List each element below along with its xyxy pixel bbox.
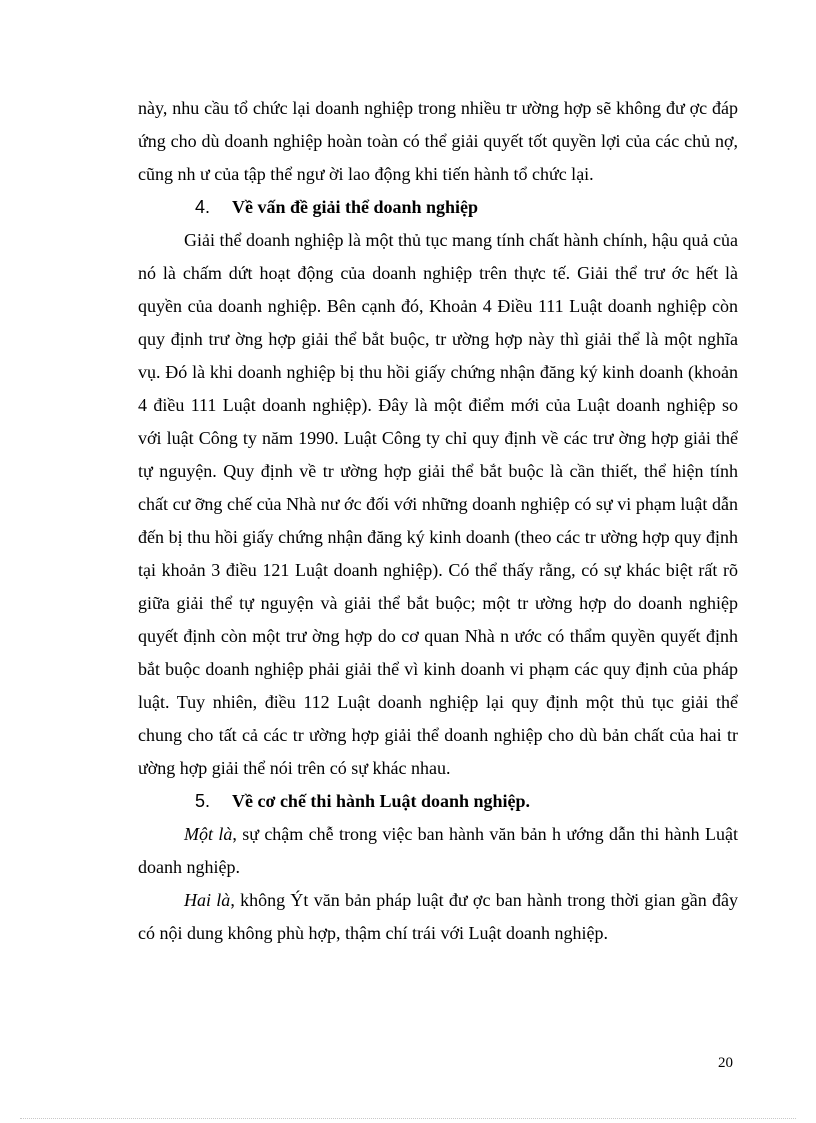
section-4-title: Về vấn đề giải thể doanh nghiệp [232,197,479,217]
item-1-lead: Một là [184,824,233,844]
item-2-text: , không Ýt văn bản pháp luật đư ợc ban hành trong thời gian gần đây có nội dung không phù hợp, thậm chí trái với Luật doanh nghiệp. [138,890,738,943]
section-5-heading [138,785,738,818]
continuation-paragraph: này, nhu cầu tổ chức lại doanh nghiệp trong nhiều tr ường hợp sẽ không đư ợc đáp ứng cho dù doanh nghiệp hoàn toàn có thể giải quyết tốt quyền lợi của các chủ nợ, cũng nh ư của tập thể ngư ời lao động khi tiến hành tổ chức lại. [138,98,738,184]
page-number: 20 [718,1055,733,1071]
section-5-item-1 [138,818,738,884]
section-4-heading [138,191,738,224]
section-4-number: 4. [195,197,211,217]
section-5-number: 5. [195,791,211,811]
item-1-text: , sự chậm chễ trong việc ban hành văn bản h ướng dẫn thi hành Luật doanh nghiệp. [138,824,739,877]
item-2-lead: Hai là [184,890,231,910]
body-text [138,92,738,950]
section-5-title: Về cơ chế thi hành Luật doanh nghiệp. [232,791,531,811]
section-5-item-2 [138,884,738,950]
page-bottom-rule [20,1118,796,1119]
section-4-paragraph: Giải thể doanh nghiệp là một thủ tục mang tính chất hành chính, hậu quả của nó là chấm dứt hoạt động của doanh nghiệp trên thực tế. Giải thể trư ớc hết là quyền của doanh nghiệp. Bên cạnh đó, Khoản 4 Điều 111 Luật doanh nghiệp còn quy định trư ờng hợp giải thể bắt buộc, tr ường hợp này thì giải thể là một nghĩa vụ. Đó là khi doanh nghiệp bị thu hồi giấy chứng nhận đăng ký kinh doanh (khoản 4 điều 111 Luật doanh nghiệp). Đây là một điểm mới của Luật doanh nghiệp so với luật Công ty năm 1990. Luật Công ty chỉ quy định về các trư ờng hợp giải thể tự nguyện. Quy định về tr ường hợp giải thể bắt buộc là cần thiết, thể hiện tính chất cư ỡng chế của Nhà nư ớc đối với những doanh nghiệp có sự vi phạm luật dẫn đến bị thu hồi giấy chứng nhận đăng ký kinh doanh (theo các tr ường hợp quy định tại khoản 3 điều 121 Luật doanh nghiệp). Có thể thấy rằng, có sự khác biệt rất rõ giữa giải thể tự nguyện và giải thể bắt buộc; một tr ường hợp do doanh nghiệp quyết định còn một trư ờng hợp do cơ quan Nhà n ước có thẩm quyền quyết định bắt buộc doanh nghiệp phải giải thể vì kinh doanh vi phạm các quy định của pháp luật. Tuy nhiên, điều 112 Luật doanh nghiệp lại quy định một thủ tục giải thể chung cho tất cả các tr ường hợp giải thể doanh nghiệp cho dù bản chất của hai tr ường hợp giải thể nói trên có sự khác nhau. [138,230,738,778]
